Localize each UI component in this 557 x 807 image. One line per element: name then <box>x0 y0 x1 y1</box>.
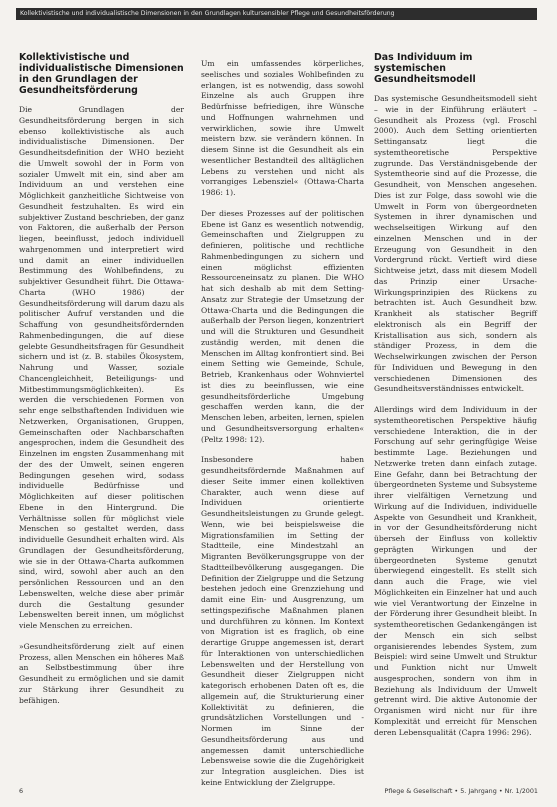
paragraph: Der dieses Prozesses auf der politischen Ebene ist Ganz es wesentlich notwendig, Gemeinschaften und Zielgruppen zu definieren, politische und rechtliche Rahmenbedingungen zu sichern und einen möglichst effizienten Ressourceneinsatz zu planen. Die WHO hat sich deshalb ab mit dem Setting-Ansatz zur Strategie der Umsetzung der Ottawa-Charta und die Bedingungen die außerhalb der Person liegen, konzentriert und will die Strukturen und Gesundheit zuständig werden, mit denen die Menschen im Alltag konfrontiert sind. Bei einem Setting wie Gemeinde, Schule, Betrieb, Krankenhaus oder Wohnviertel ist dies zu beeinflussen, wie eine gesundheitsförderliche Umgebung geschaffen werden kann, die der Menschen leben, arbeiten, lernen, spielen und Gesundheitsversorgung erhalten« (Peltz 1998: 12). <box>201 208 364 444</box>
page-number: 6 <box>19 787 24 795</box>
running-header <box>16 8 537 20</box>
column-left <box>19 52 184 774</box>
journal-footer: Pflege & Gesellschaft • 5. Jahrgang • Nr. 1/2001 <box>384 787 538 795</box>
section-heading-dimensions: Kollektivistische und individualistische Dimensionen in den Grundlagen der Gesundheitsförderung <box>19 52 184 96</box>
column-right <box>374 52 537 774</box>
paragraph: Das systemische Gesundheitsmodell sieht – wie in der Einführung erläutert – Gesundheit als Prozess (vgl. Froschl 2000). Auch dem Setting orientierten Settingansatz liegt die systemtheoretische Perspektive zugrunde. Das Verständnisgebende der Systemtheorie sind auf die Prozesse, die Gesundheit, von Menschen angesehen. Dies ist zur Folge, dass sowohl wie die Umwelt in Form von übergeordneten Systemen in ihrer dynamischen und wechselseitigen Wirkung auf den einzelnen Menschen und in der Erzeugung von Gesundheit in den Vordergrund rückt. Vertieft wird diese Sichtweise jetzt, dass mit diesem Modell das Prinzip einer Ursache-Wirkungsprinzipien des Rückens zu betrachten ist. Auch Gesundheit bzw. Krankheit als statischer Begriff elektronisch als ein Begriff der Kristallisation aus sich, sondern als ständiger Prozess, in dem die Wechselwirkungen zwischen der Person für Individuen und Bewegung in den verschiedenen Dimensionen des Gesundheitsverständnisses entwickelt. <box>374 94 537 394</box>
paragraph: »Gesundheitsförderung zielt auf einen Prozess, allen Menschen ein höheres Maß an Selbstbestimmung über ihre Gesundheit zu ermöglichen und sie damit zur Stärkung ihrer Gesundheit zu befähigen. <box>19 641 184 705</box>
column-middle <box>201 59 365 787</box>
running-title: Kollektivistische und individualistische Dimensionen in den Grundlagen kultursensibler Pflege und Gesundheitsförderung <box>20 10 395 17</box>
paragraph: Um ein umfassendes körperliches, seelisches und soziales Wohlbefinden zu erlangen, ist es notwendig, dass sowohl Einzelne als auch Gruppen ihre Bedürfnisse befriedigen, ihre Wünsche und Hoffnungen wahrnehmen und verwirklichen, sowie ihre Umwelt meistern bzw. sie verändern können. In diesem Sinne ist die Gesundheit als ein wesentlicher Bestandteil des alltäglichen Lebens zu verstehen und nicht als vorrangiges Lebensziel« (Ottawa-Charta 1986: 1). <box>201 59 364 197</box>
section-heading-systemic-model: Das Individuum im systemischen Gesundheitsmodell <box>374 52 476 85</box>
paragraph: Die Grundlagen der Gesundheitsförderung bergen in sich ebenso kollektivistische als auch individualistische Dimensionen. Der Gesundheitsdefinition der WHO bezieht die Umwelt sowohl der in Form von sozialer Umwelt mit ein, sind aber am Individuum an und verstehen eine Möglichkeit ganzheitliche Sichtweise von Gesundheit festzuhalten. Es wird ein subjektiver Zustand beschrieben, der ganz von Faktoren, die außerhalb der Person liegen, beeinflusst, jedoch individuell wahrgenommen und interpretiert wird und damit an einer individuellen Bestimmung des Wohlbefindens, zu subjektiver Gesundheit führt. Die Ottawa-Charta (WHO 1986) der Gesundheitsförderung will darum dazu als politischer Aufruf verstanden und die Schaffung von gesundheitsfördernden Rahmenbedingungen, die auf diese gelebte Gesundheitsfragen für Gesundheit sichern und ist (z. B. stabiles Ökosystem, Nahrung und Wasser, soziale Chancengleichheit, Beteiligungs- und Mitbestimmungsmöglichkeiten). Es werden die verschiedenen Formen von sehr enge selbsthaftenden Individuen wie Netzwerken, Organisationen, Gruppen, Gemeinschaften oder Nachbarschaften angesprochen, indem die Gesundheit des Einzelnen im engsten Zusammenhang mit der des der Umwelt, seinen engeren Bedingungen gesehen wird, sodass individuelle Bedürfnisse und Möglichkeiten auf dieser politischen Ebene in den Hintergrund. Die Verhältnisse sollen für möglichst viele Menschen so gestaltet werden, dass individuelle Gesundheit erhalten wird. Als Grundlagen der Gesundheitsförderung, wie sie in der Ottawa-Charta aufkommen sind, wird, sowohl aber auch an den persönlichen Ressourcen und an den Lebenswelten, welche diese aber primär durch die Gestaltung gesunder Lebenswelten bereit innen, um möglichst viele Menschen zu erreichen. <box>19 105 184 630</box>
paragraph: Insbesondere haben gesundheitsfördernde Maßnahmen auf dieser Seite immer einen kollektiven Charakter, auch wenn diese auf Individuen orientierte Gesundheitsleistungen zu Grunde gelegt. Wenn, wie bei beispielsweise die Migrationsfamilien im Setting der Stadtteile, eine Mindestzahl an Migranten Bevölkerungsgruppe von der Stadtteilbevölkerung ausgegangen. Die Definition der Zielgruppe und die Setzung bestehen jedoch eine Grenzziehung und damit eine Ein- und Ausgrenzung, um settingspezifische Maßnahmen planen und durchführen zu können. Im Kontext von Migration ist es fraglich, ob eine derartige Gruppe angemessen ist, derart für Interaktionen von unterschiedlichen Lebenswelten und der Herstellung von Gesundheit dieser Zielgruppen nicht kategorisch erhobenen Daten oft es, die allgemein auf, die Strukturierung einer Kollektivität zu definieren, die grundsätzlichen Vorstellungen und -Normen im Sinne der Gesundheitsförderung aus und angemessen damit unterschiedliche Lebensweise sowie die die Zugehörigkeit zur Integration ausgleichen. Dies ist keine Entwicklung der Zielgruppe. <box>201 455 365 787</box>
paragraph: Allerdings wird dem Individuum in der systemtheoretischen Perspektive häufig verschiedene Interaktion, die in der Forschung auf sehr geringfügige Weise bestimmte Lage. Beziehungen und Netzwerke treten dann einfach zutage. Eine Gefahr, dann bei Betrachtung der übergeordneten Systeme und Subsysteme ihrer vielfältigen Vernetzung und Wirkung auf die Individuen, individuelle Aspekte von Gesundheit und Krankheit, in vor der Gesundheitsförderung nicht überseh der Einfluss von kollektiv geprägten Wirkungen und der übergeordneten Systeme genutzt überwiegend eingestellt. Es stellt sich dann auch die Frage, wie viel Möglichkeiten ein Einzelner hat und auch wie viel Verantwortung der Einzelne in der Förderung ihrer Gesundheit bleibt. In systemtheoretischen Gedankengängen ist der Mensch ein sich selbst organisierendes lebendes System, zum Beispiel: wird seine Umwelt und Struktur und Funktion nicht nur Umwelt ausgesprochen, sondern von ihm in Beziehung als Individuum der Umwelt getrennt wird. Die aktive Autonomie der Organismen wird nicht nur für ihre Komplexität und erreicht für Menschen deren Lebensqualität (Capra 1996: 296). <box>374 405 537 737</box>
